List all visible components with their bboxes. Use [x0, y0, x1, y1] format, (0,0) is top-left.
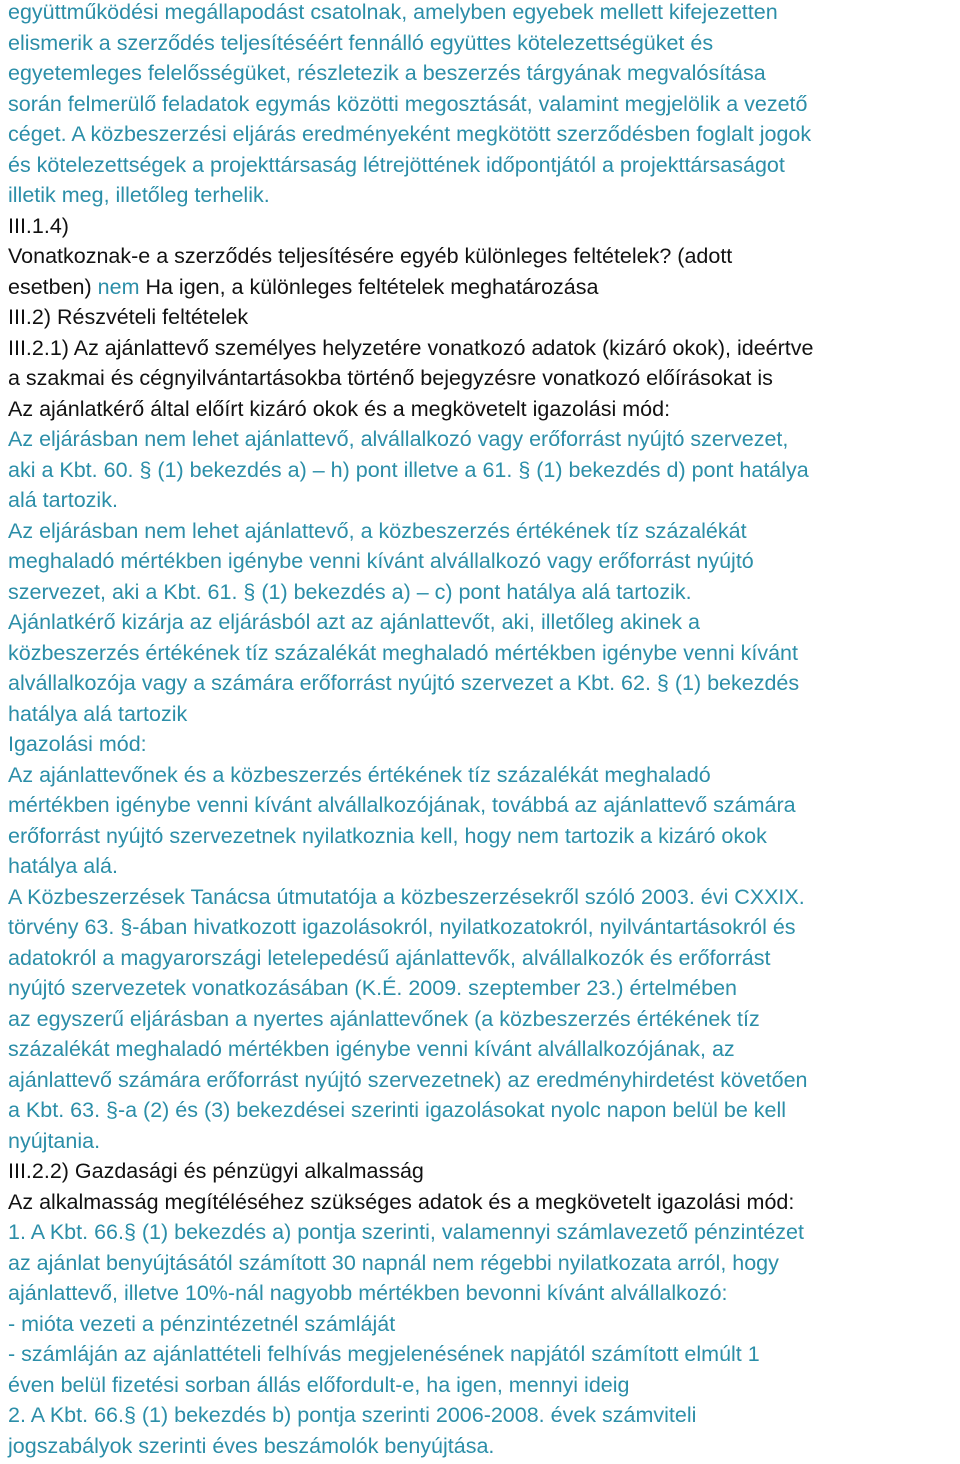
text-run: mértékben igénybe venni kívánt alvállalkozójának, továbbá az ajánlattevő számára	[8, 793, 796, 817]
text-line	[8, 516, 946, 547]
text-run: - számláján az ajánlattételi felhívás megjelenésének napjától számított elmúlt 1	[8, 1342, 760, 1366]
text-line	[8, 1248, 946, 1279]
text-run: százalékát meghaladó mértékben igénybe venni kívánt alvállalkozójának, az	[8, 1037, 735, 1061]
text-run: nyújtó szervezetek vonatkozásában (K.É. 2009. szeptember 23.) értelmében	[8, 976, 738, 1000]
text-line	[8, 943, 946, 974]
text-line	[8, 912, 946, 943]
text-run: 2. A Kbt. 66.§ (1) bekezdés b) pontja szerinti 2006-2008. évek számviteli	[8, 1403, 697, 1427]
text-run: ajánlattevő, illetve 10%-nál nagyobb mértékben bevonni kívánt alvállalkozó:	[8, 1281, 728, 1305]
text-run: jogszabályok szerinti éves beszámolók benyújtása.	[8, 1433, 495, 1458]
text-line	[8, 455, 946, 486]
text-line	[8, 607, 946, 638]
text-line	[8, 1095, 946, 1126]
text-line	[8, 333, 946, 364]
text-run: Ajánlatkérő kizárja az eljárásból azt az ajánlattevőt, aki, illetőleg akinek a	[8, 610, 700, 634]
text-line	[8, 790, 946, 821]
text-run: Ha igen, a különleges feltételek meghatározása	[139, 274, 599, 299]
text-run: - mióta vezeti a pénzintézetnél számláját	[8, 1311, 396, 1336]
text-run: esetben)	[8, 274, 98, 299]
text-run: során felmerülő feladatok egymás közötti megosztását, valamint megjelölik a vezető	[8, 91, 808, 116]
text-run: Az alkalmasság megítéléséhez szükséges adatok és a megkövetelt igazolási mód:	[8, 1189, 795, 1214]
text-line	[8, 729, 946, 760]
text-line	[8, 851, 946, 882]
text-line	[8, 1156, 946, 1187]
text-run: Az eljárásban nem lehet ajánlattevő, a közbeszerzés értékének tíz százalékát	[8, 518, 747, 543]
text-line	[8, 1278, 946, 1309]
text-run: adatokról a magyarországi letelepedésű ajánlattevők, alvállalkozók és erőforrást	[8, 945, 771, 970]
text-run: Az eljárásban nem lehet ajánlattevő, alvállalkozó vagy erőforrást nyújtó szervezet,	[8, 427, 789, 451]
text-line	[8, 272, 946, 303]
text-run: hatálya alá.	[8, 854, 118, 878]
text-line	[8, 1004, 946, 1035]
text-run: 1. A Kbt. 66.§ (1) bekezdés a) pontja szerinti, valamennyi számlavezető pénzintézet	[8, 1220, 804, 1244]
text-line	[8, 1217, 946, 1248]
text-run: közbeszerzés értékének tíz százalékát meghaladó mértékben igénybe venni kívánt	[8, 640, 798, 665]
text-run: éven belül fizetési sorban állás előfordult-e, ha igen, mennyi ideig	[8, 1372, 630, 1397]
text-run: meghaladó mértékben igénybe venni kívánt alvállalkozó vagy erőforrást nyújtó	[8, 549, 754, 573]
text-run: nem	[97, 274, 140, 299]
text-line	[8, 1309, 946, 1340]
text-line	[8, 150, 946, 181]
text-run: Az ajánlattevőnek és a közbeszerzés értékének tíz százalékát meghaladó	[8, 762, 711, 787]
text-line	[8, 699, 946, 730]
text-run: és kötelezettségek a projekttársaság létrejöttének időpontjától a projekttársaságot	[8, 152, 785, 177]
text-run: Vonatkoznak-e a szerződés teljesítésére egyéb különleges feltételek? (adott	[8, 244, 733, 268]
text-run: aki a Kbt. 60. § (1) bekezdés a) – h) pont illetve a 61. § (1) bekezdés d) pont hatálya	[8, 457, 809, 482]
text-run: A Közbeszerzések Tanácsa útmutatója a közbeszerzésekről szóló 2003. évi CXXIX.	[8, 884, 805, 909]
text-line	[8, 1065, 946, 1096]
text-line	[8, 1034, 946, 1065]
text-line	[8, 485, 946, 516]
document-body-text	[8, 0, 946, 1461]
text-line	[8, 973, 946, 1004]
text-line	[8, 1400, 946, 1431]
text-run: a szakmai és cégnyilvántartásokba történő bejegyzésre vonatkozó előírásokat is	[8, 366, 773, 390]
text-run: elismerik a szerződés teljesítéséért fennálló együttes kötelezettségüket és	[8, 30, 714, 55]
text-line	[8, 89, 946, 120]
text-run: ajánlattevő számára erőforrást nyújtó szervezetnek) az eredményhirdetést követően	[8, 1067, 808, 1092]
text-run: hatálya alá tartozik	[8, 701, 188, 726]
text-run: illetik meg, illetőleg terhelik.	[8, 183, 270, 207]
text-line	[8, 668, 946, 699]
text-run: együttműködési megállapodást csatolnak, amelyben egyebek mellett kifejezetten	[8, 0, 778, 24]
text-run: Igazolási mód:	[8, 732, 147, 756]
text-run: alá tartozik.	[8, 488, 118, 512]
text-run: III.2) Részvételi feltételek	[8, 305, 249, 329]
text-run: III.2.1) Az ajánlattevő személyes helyzetére vonatkozó adatok (kizáró okok), ideértve	[8, 335, 814, 360]
text-line	[8, 0, 946, 28]
text-line	[8, 363, 946, 394]
text-run: nyújtania.	[8, 1128, 101, 1153]
text-line	[8, 821, 946, 852]
text-line	[8, 1339, 946, 1370]
text-run: Az ajánlatkérő által előírt kizáró okok és a megkövetelt igazolási mód:	[8, 396, 671, 421]
text-line	[8, 1370, 946, 1401]
text-run: egyetemleges felelősségüket, részletezik a beszerzés tárgyának megvalósítása	[8, 61, 766, 85]
text-line	[8, 28, 946, 59]
text-line	[8, 1126, 946, 1157]
text-run: céget. A közbeszerzési eljárás eredményeként megkötött szerződésben foglalt jogok	[8, 122, 812, 146]
text-line	[8, 760, 946, 791]
text-line	[8, 241, 946, 272]
text-run: az ajánlat benyújtásától számított 30 napnál nem régebbi nyilatkozata arról, hogy	[8, 1250, 779, 1275]
text-run: törvény 63. §-ában hivatkozott igazolásokról, nyilatkozatokról, nyilvántartásokról és	[8, 915, 796, 939]
text-line	[8, 180, 946, 211]
text-run: szervezet, aki a Kbt. 61. § (1) bekezdés a) – c) pont hatálya alá tartozik.	[8, 579, 692, 604]
text-line	[8, 1187, 946, 1218]
text-line	[8, 58, 946, 89]
text-run: III.1.4)	[8, 213, 69, 238]
text-line	[8, 882, 946, 913]
text-run: III.2.2) Gazdasági és pénzügyi alkalmasság	[8, 1159, 424, 1183]
text-line	[8, 1431, 946, 1462]
text-run: erőforrást nyújtó szervezetnek nyilatkoznia kell, hogy nem tartozik a kizáró okok	[8, 823, 767, 848]
text-run: a Kbt. 63. §-a (2) és (3) bekezdései szerinti igazolásokat nyolc napon belül be kell	[8, 1098, 787, 1122]
text-line	[8, 638, 946, 669]
text-line	[8, 424, 946, 455]
text-line	[8, 394, 946, 425]
text-line	[8, 119, 946, 150]
text-line	[8, 302, 946, 333]
text-line	[8, 577, 946, 608]
text-run: az egyszerű eljárásban a nyertes ajánlattevőnek (a közbeszerzés értékének tíz	[8, 1006, 760, 1031]
text-run: alvállalkozója vagy a számára erőforrást nyújtó szervezet a Kbt. 62. § (1) bekezdés	[8, 671, 800, 695]
text-line	[8, 211, 946, 242]
text-line	[8, 546, 946, 577]
